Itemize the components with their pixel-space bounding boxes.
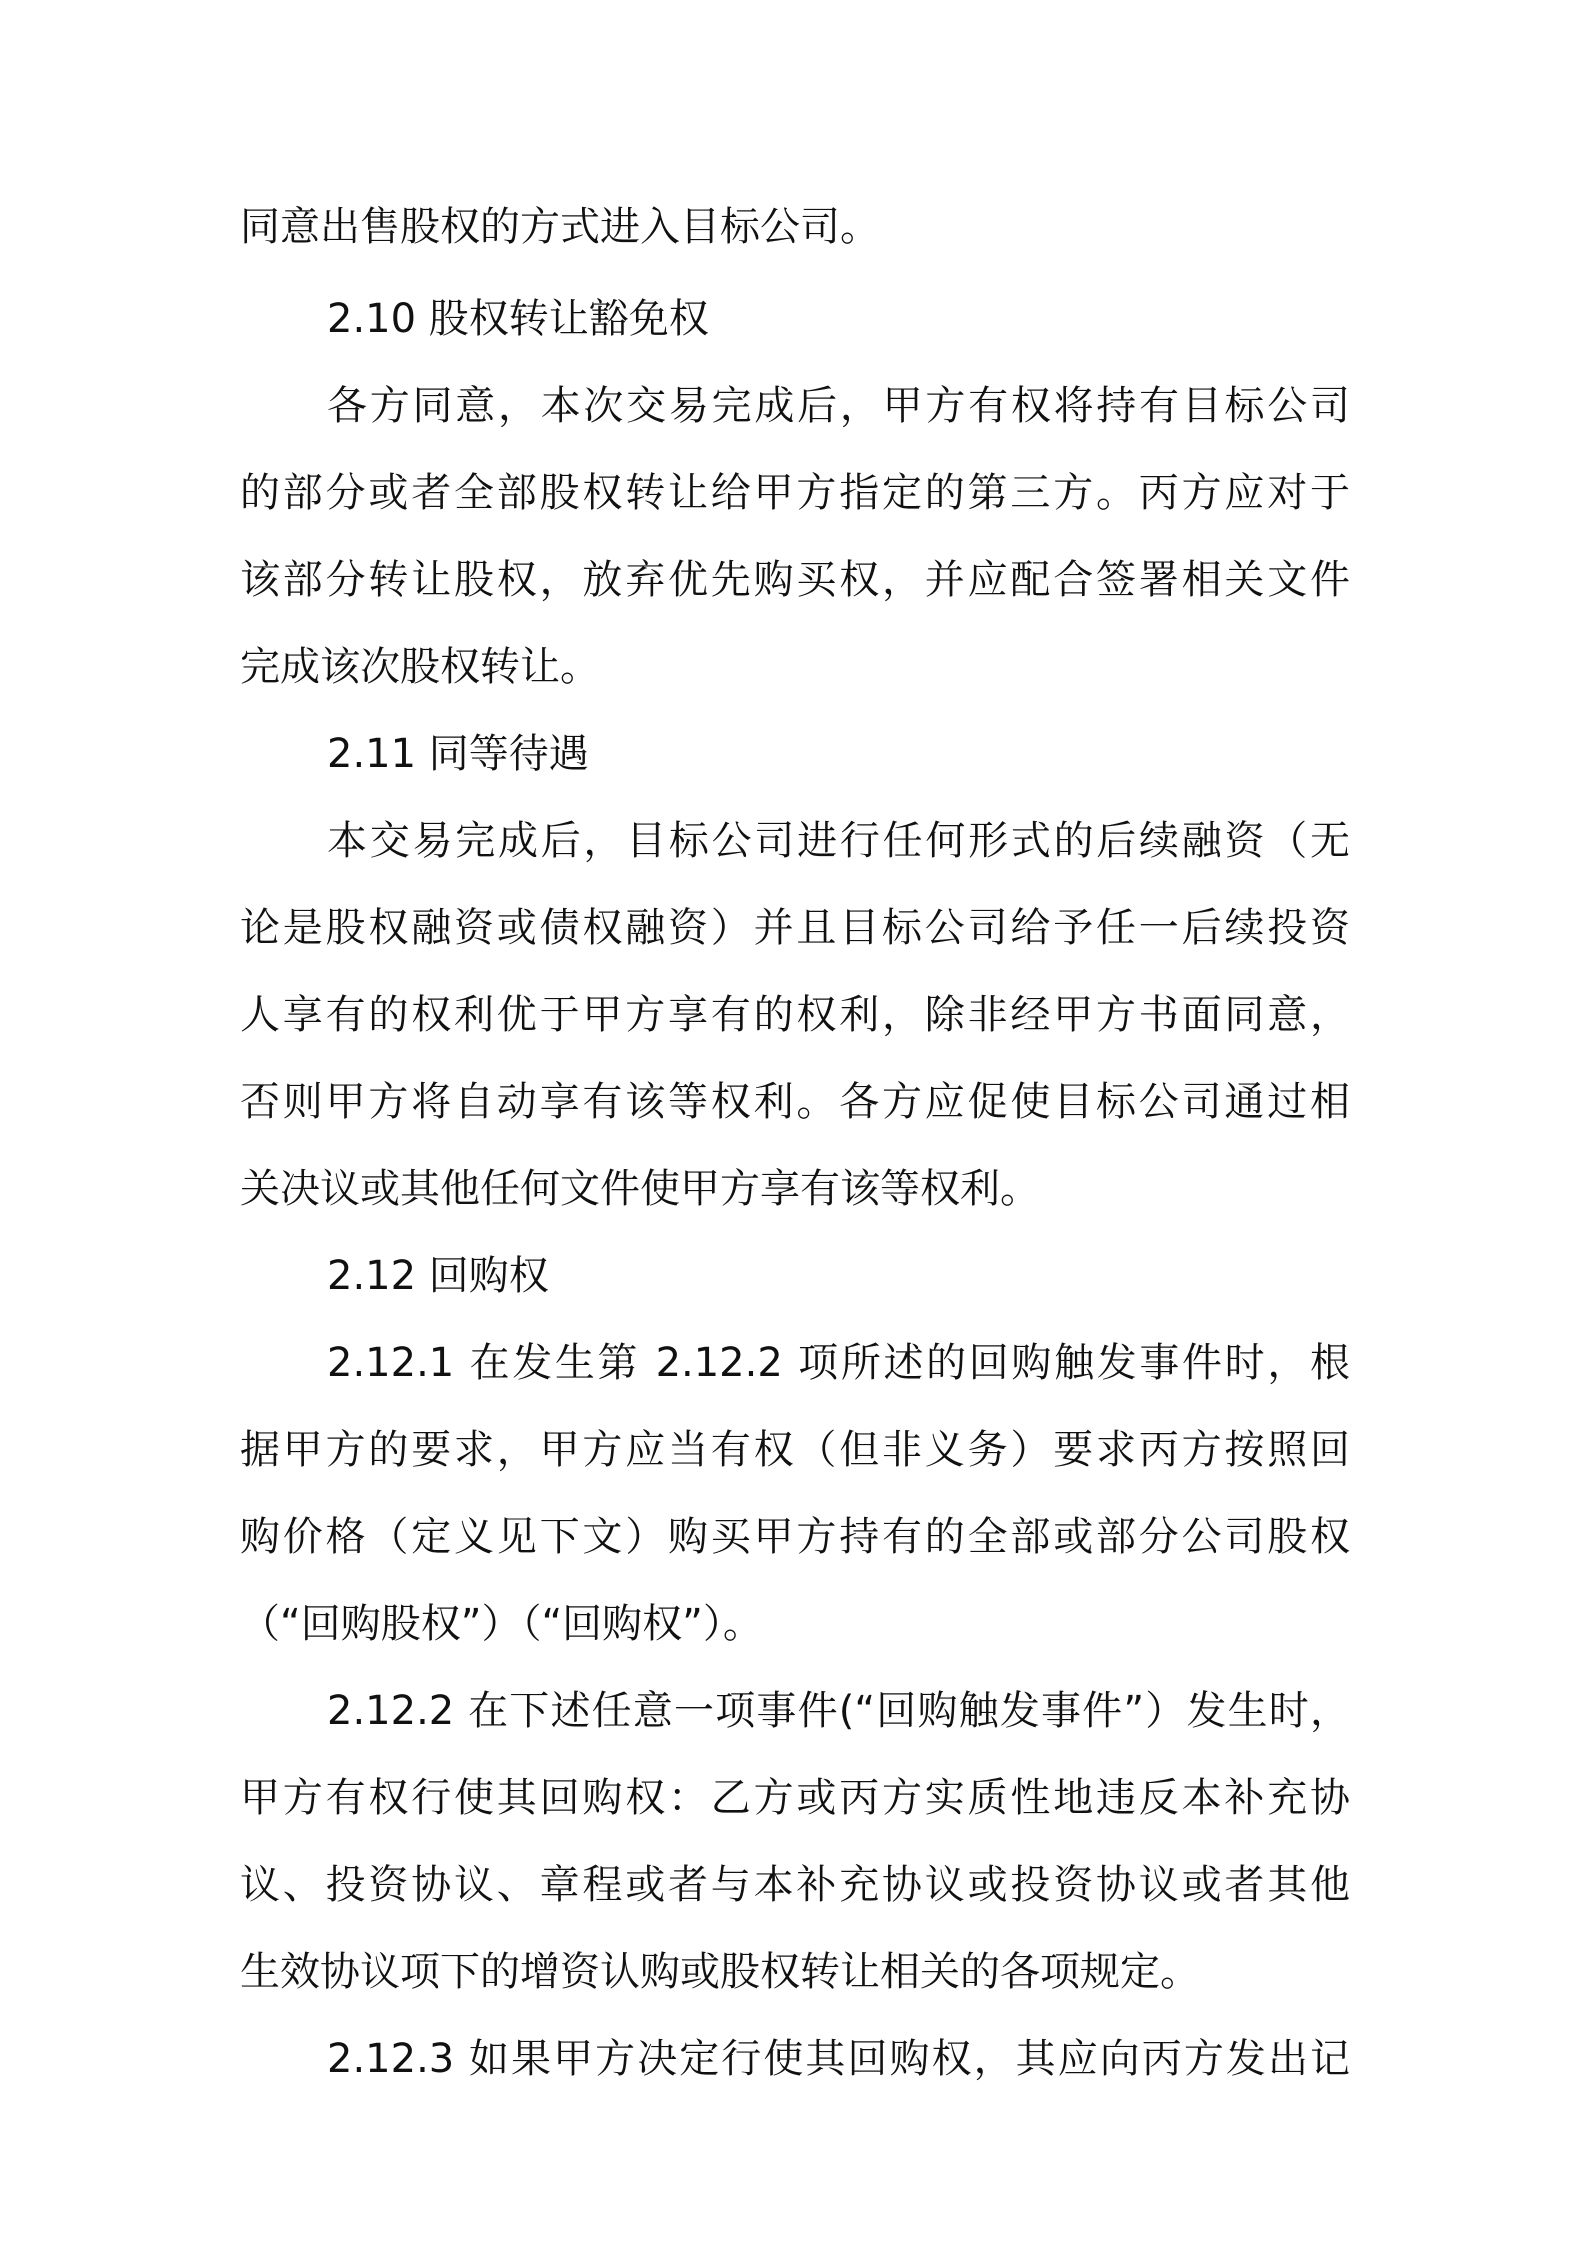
text-line: 2.12.3 如果甲方决定行使其回购权，其应向丙方发出记 [327,2036,1350,2082]
text-line: 甲方有权行使其回购权：乙方或丙方实质性地违反本补充协 [240,1775,1350,1821]
text-line: 本交易完成后，目标公司进行任何形式的后续融资（无 [327,818,1350,864]
text-line: 同意出售股权的方式进入目标公司。 [240,204,880,250]
text-line: 购价格（定义见下文）购买甲方持有的全部或部分公司股权 [240,1514,1350,1560]
section-heading: 2.12 回购权 [327,1253,549,1299]
text-line: 人享有的权利优于甲方享有的权利，除非经甲方书面同意， [240,992,1350,1038]
text-line: 的部分或者全部股权转让给甲方指定的第三方。丙方应对于 [240,470,1350,516]
text-line: 否则甲方将自动享有该等权利。各方应促使目标公司通过相 [240,1079,1350,1125]
text-line: 各方同意，本次交易完成后，甲方有权将持有目标公司 [327,383,1350,429]
text-line: 论是股权融资或债权融资）并且目标公司给予任一后续投资 [240,905,1350,951]
text-line: 2.12.1 在发生第 2.12.2 项所述的回购触发事件时，根 [327,1340,1350,1386]
text-line: 完成该次股权转让。 [240,644,600,690]
text-line: （“回购股权”）（“回购权”）。 [240,1601,763,1647]
section-heading: 2.10 股权转让豁免权 [327,296,709,342]
text-line: 据甲方的要求，甲方应当有权（但非义务）要求丙方按照回 [240,1427,1350,1473]
text-line: 该部分转让股权，放弃优先购买权，并应配合签署相关文件 [240,557,1350,603]
text-line: 关决议或其他任何文件使甲方享有该等权利。 [240,1166,1040,1212]
text-line: 议、投资协议、章程或者与本补充协议或投资协议或者其他 [240,1862,1350,1908]
text-line: 2.12.2 在下述任意一项事件(“回购触发事件”）发生时， [327,1688,1350,1734]
section-heading: 2.11 同等待遇 [327,731,589,777]
text-line: 生效协议项下的增资认购或股权转让相关的各项规定。 [240,1949,1200,1995]
